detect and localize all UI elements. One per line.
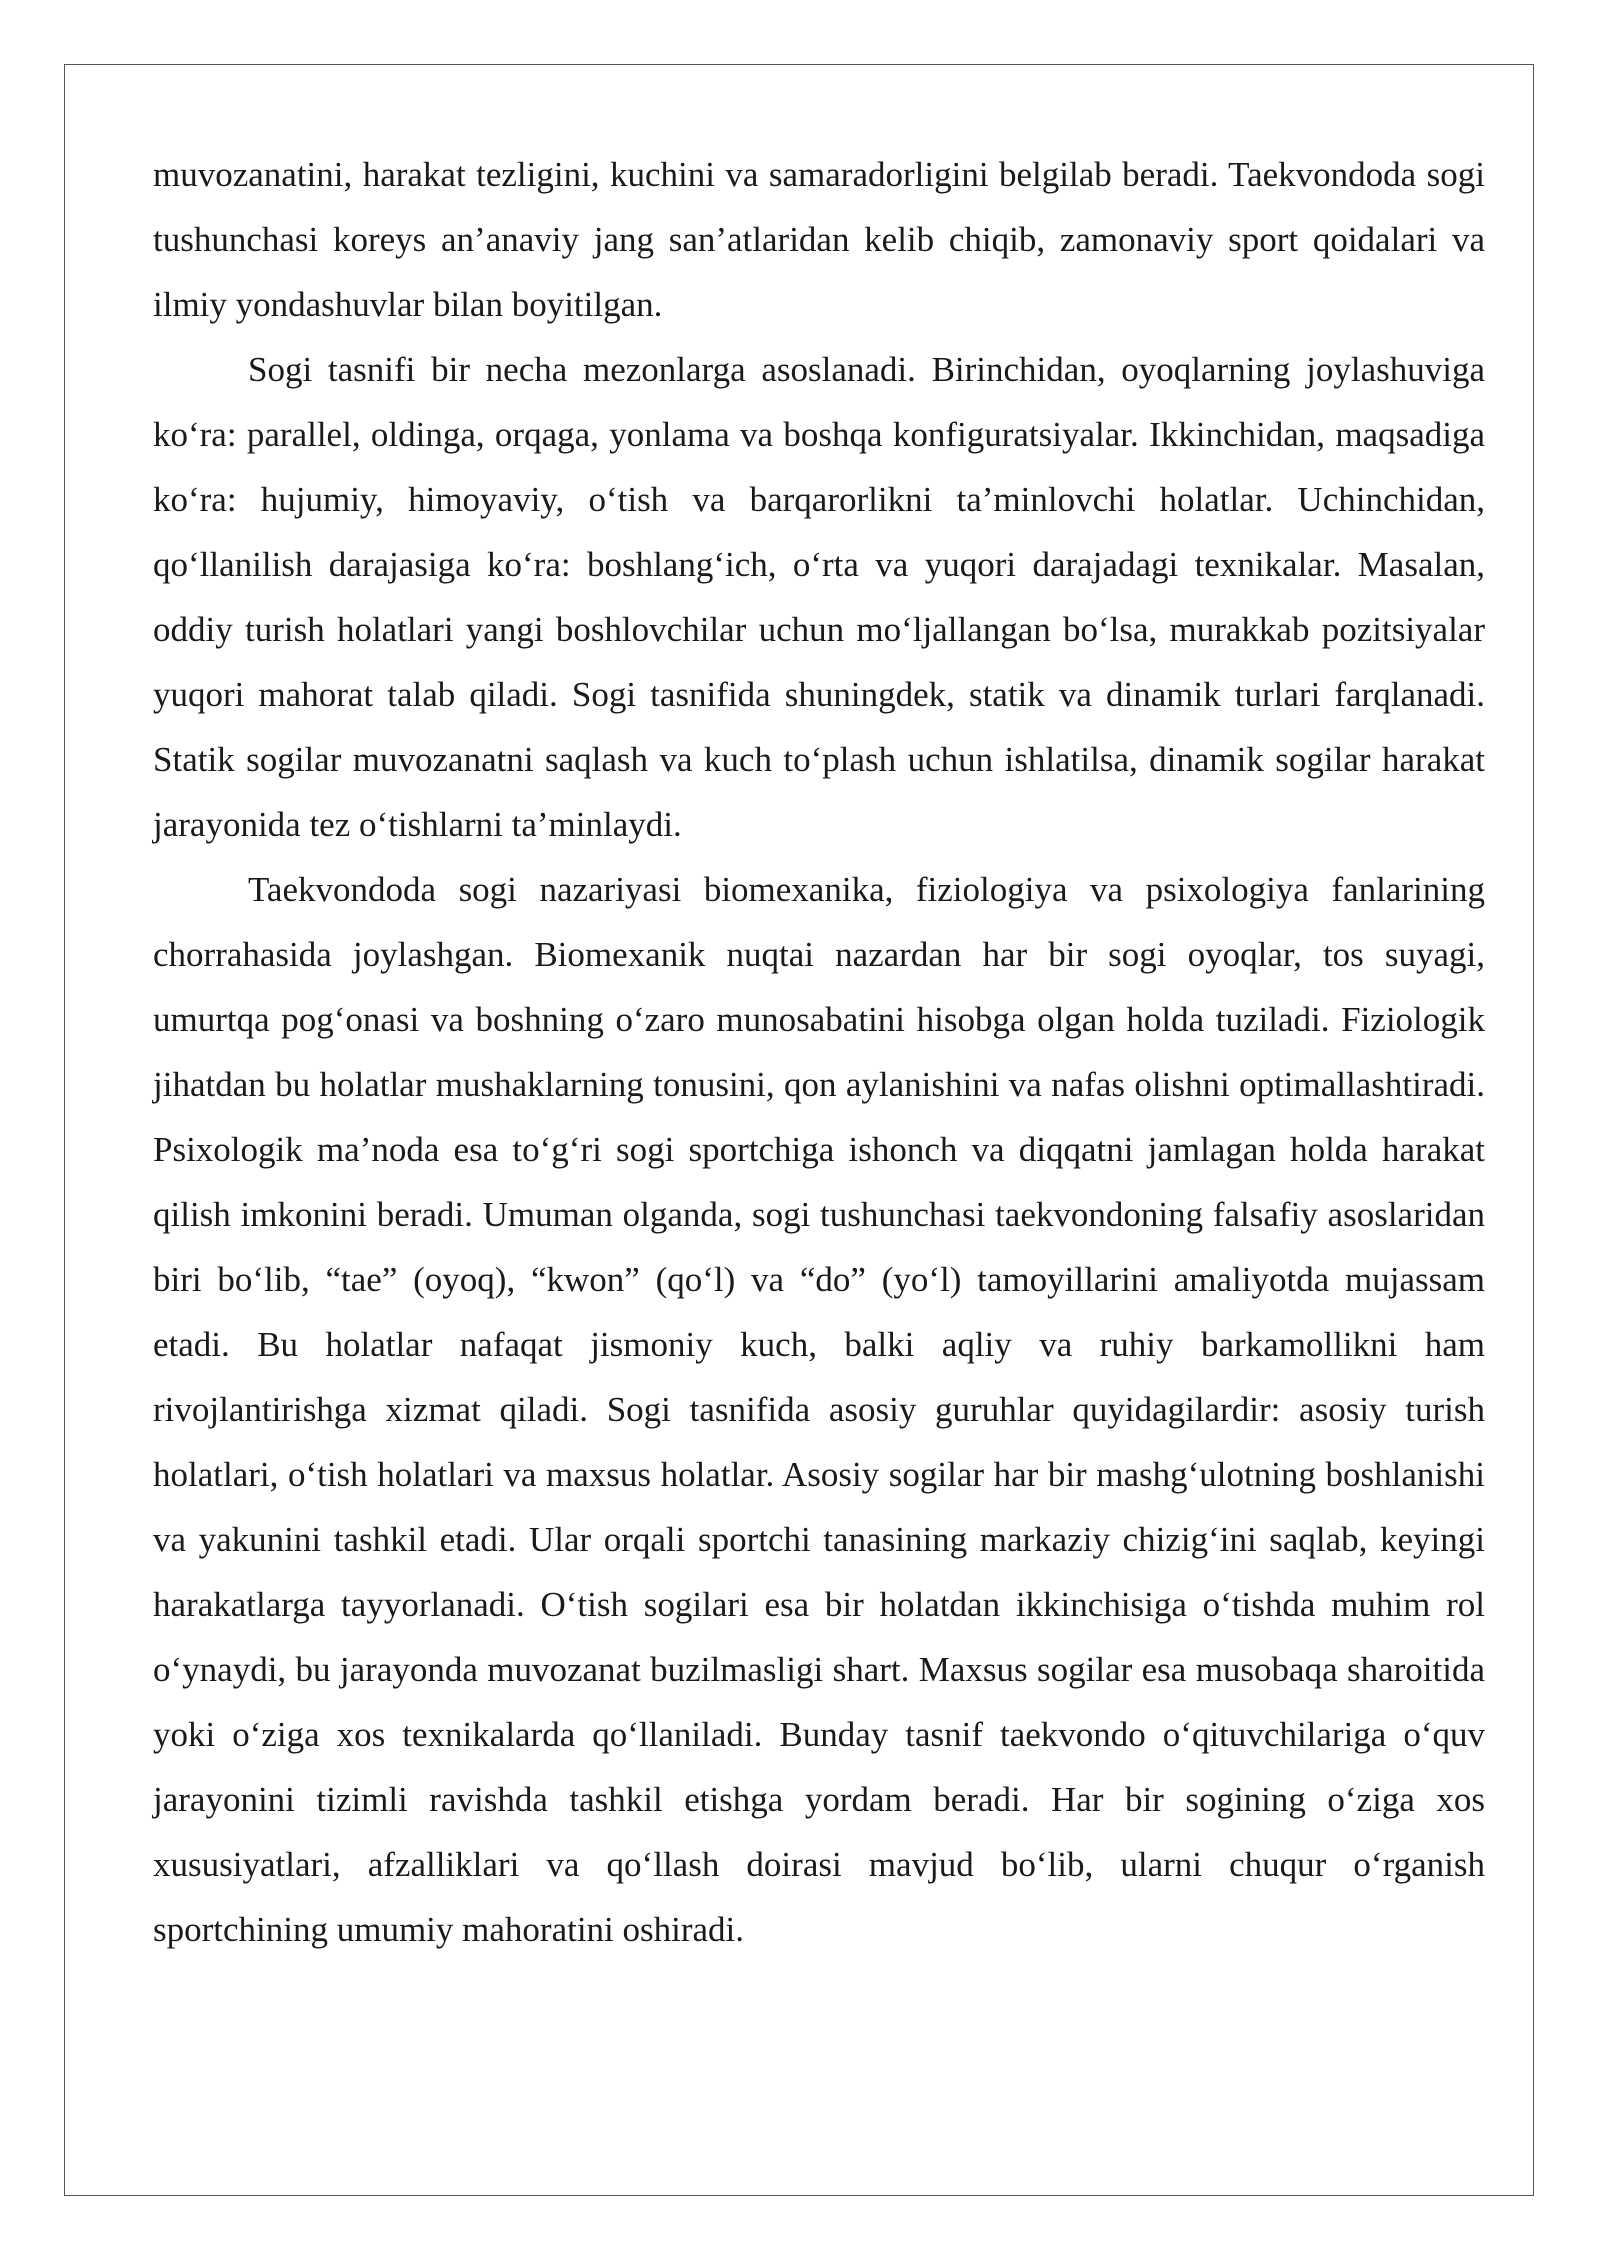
paragraph-sogi-classification: Sogi tasnifi bir necha mezonlarga asoslanadi. Birinchidan, oyoqlarning joylashuviga ko‘ra: parallel, oldinga, orqaga, yonlama va boshqa konfiguratsiyalar. Ikkinchidan, maqsadiga ko‘ra: hujumiy, himoyaviy, o‘tish va barqarorlikni ta’minlovchi holatlar. Uchinchidan, qo‘llanilish darajasiga ko‘ra: boshlang‘ich, o‘rta va yuqori darajadagi texnikalar. Masalan, oddiy turish holatlari yangi boshlovchilar uchun mo‘ljallangan bo‘lsa, murakkab pozitsiyalar yuqori mahorat talab qiladi. Sogi tasnifida shuningdek, statik va dinamik turlari farqlanadi. Statik sogilar muvozanatni saqlash va kuch to‘plash uchun ishlatilsa, dinamik sogilar harakat jarayonida tez o‘tishlarni ta’minlaydi. bbox=[153, 350, 1485, 844]
paragraph-continuation: muvozanatini, harakat tezligini, kuchini va samaradorligini belgilab beradi. Taekvondoda sogi tushunchasi koreys an’anaviy jang san’atlaridan kelib chiqib, zamonaviy sport qoidalari va ilmiy yondashuvlar bilan boyitilgan. bbox=[153, 155, 1485, 324]
document-body bbox=[153, 142, 1485, 1962]
paragraph-sogi-theory: Taekvondoda sogi nazariyasi biomexanika, fiziologiya va psixologiya fanlarining chorrahasida joylashgan. Biomexanik nuqtai nazardan har bir sogi oyoqlar, tos suyagi, umurtqa pog‘onasi va boshning o‘zaro munosabatini hisobga olgan holda tuziladi. Fiziologik jihatdan bu holatlar mushaklarning tonusini, qon aylanishini va nafas olishni optimallashtiradi. Psixologik ma’noda esa to‘g‘ri sogi sportchiga ishonch va diqqatni jamlagan holda harakat qilish imkonini beradi. Umuman olganda, sogi tushunchasi taekvondoning falsafiy asoslaridan biri bo‘lib, “tae” (oyoq), “kwon” (qo‘l) va “do” (yo‘l) tamoyillarini amaliyotda mujassam etadi. Bu holatlar nafaqat jismoniy kuch, balki aqliy va ruhiy barkamollikni ham rivojlantirishga xizmat qiladi. Sogi tasnifida asosiy guruhlar quyidagilardir: asosiy turish holatlari, o‘tish holatlari va maxsus holatlar. Asosiy sogilar har bir mashg‘ulotning boshlanishi va yakunini tashkil etadi. Ular orqali sportchi tanasining markaziy chizig‘ini saqlab, keyingi harakatlarga tayyorlanadi. O‘tish sogilari esa bir holatdan ikkinchisiga o‘tishda muhim rol o‘ynaydi, bu jarayonda muvozanat buzilmasligi shart. Maxsus sogilar esa musobaqa sharoitida yoki o‘ziga xos texnikalarda qo‘llaniladi. Bunday tasnif taekvondo o‘qituvchilariga o‘quv jarayonini tizimli ravishda tashkil etishga yordam beradi. Har bir sogining o‘ziga xos xususiyatlari, afzalliklari va qo‘llash doirasi mavjud bo‘lib, ularni chuqur o‘rganish sportchining umumiy mahoratini oshiradi. bbox=[153, 870, 1485, 1949]
